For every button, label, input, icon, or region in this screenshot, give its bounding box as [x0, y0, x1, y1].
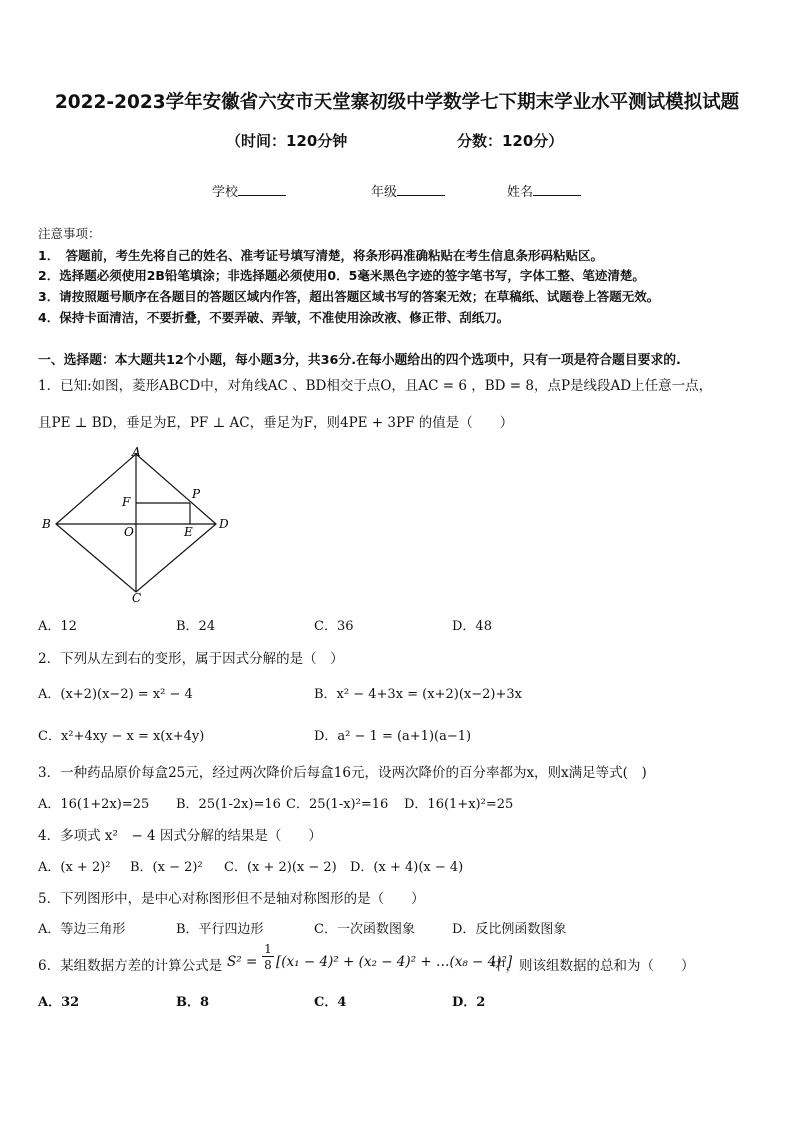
school-label: 学校: [212, 185, 239, 200]
rhombus-figure: [38, 444, 238, 604]
q2-option-c[interactable]: C．x²+4xy − x = x(x+4y): [38, 729, 205, 744]
q4-stem: 4．多项式 x² − 4 因式分解的结果是（ ）: [38, 828, 322, 844]
page-title: 2022-2023学年安徽省六安市天堂寨初级中学数学七下期末学业水平测试模拟试题: [54, 92, 740, 113]
label-e: E: [184, 525, 193, 539]
name-blank[interactable]: [533, 183, 581, 196]
q3-stem: 3．一种药品原价每盒25元，经过两次降价后每盒16元，设两次降价的百分率都为x，则x满足等式( ): [38, 765, 647, 781]
q3-option-b[interactable]: B．25(1-2x)=16: [176, 797, 281, 812]
q4-option-d[interactable]: D．(x + 4)(x − 4): [350, 860, 464, 875]
note-item-4: 4．保持卡面清洁，不要折叠，不要弄破、弄皱，不准使用涂改液、修正带、刮纸刀。: [38, 310, 510, 325]
q6-stem-after: 中，则该组数据的总和为（ ）: [492, 958, 695, 974]
q6-fraction: [262, 942, 274, 973]
grade-blank[interactable]: [397, 183, 445, 196]
q3-option-a[interactable]: A．16(1+2x)=25: [38, 797, 150, 812]
q5-option-c[interactable]: C．一次函数图象: [314, 922, 415, 937]
label-o: O: [124, 525, 134, 539]
q6-option-a[interactable]: A．32: [38, 995, 80, 1010]
note-item-1: 1． 答题前，考生先将自己的姓名、准考证号填写清楚，将条形码准确粘贴在考生信息条形码粘贴区。: [38, 248, 603, 263]
q6-frac-den: 8: [264, 958, 272, 972]
q6-frac-num: 1: [262, 942, 274, 957]
section-heading: 一、选择题：本大题共12个小题，每小题3分，共36分.在每小题给出的四个选项中，只有一项是符合题目要求的.: [38, 353, 681, 368]
q5-option-a[interactable]: A．等边三角形: [38, 922, 126, 937]
q6-option-d[interactable]: D．2: [452, 995, 486, 1010]
label-p: P: [192, 487, 201, 501]
note-item-2: 2．选择题必须使用2B铅笔填涂；非选择题必须使用0．5毫米黑色字迹的签字笔书写，字体工整、笔迹清楚。: [38, 268, 645, 283]
school-blank[interactable]: [238, 183, 286, 196]
q1-line1: 1．已知:如图，菱形ABCD中，对角线AC 、BD相交于点O，且AC = 6 ，BD = 8，点P是线段AD上任意一点，: [38, 378, 713, 394]
school-field: [212, 181, 286, 200]
q1-option-d[interactable]: D．48: [452, 619, 492, 634]
q6-option-c[interactable]: C．4: [314, 995, 347, 1010]
q2-stem: 2．下列从左到右的变形，属于因式分解的是（ ）: [38, 651, 344, 667]
q4-option-a[interactable]: A．(x + 2)²: [38, 860, 111, 875]
time-label: （时间：120分钟: [226, 132, 348, 150]
grade-field: [371, 181, 445, 200]
q5-option-d[interactable]: D．反比例函数图象: [452, 922, 567, 937]
q4-option-c[interactable]: C．(x + 2)(x − 2): [224, 860, 337, 875]
label-d: D: [219, 517, 229, 531]
notes-heading: 注意事项：: [38, 226, 101, 241]
q2-option-d[interactable]: D．a² − 1 = (a+1)(a−1): [314, 729, 472, 744]
q6-formula-lhs: S² =: [227, 954, 258, 970]
q1-option-a[interactable]: A．12: [38, 619, 77, 634]
q1-option-b[interactable]: B．24: [176, 619, 216, 634]
label-a: A: [132, 445, 141, 459]
label-f: F: [122, 495, 131, 509]
q1-line2: 且PE ⊥ BD，垂足为E，PF ⊥ AC，垂足为F，则4PE + 3PF 的值是（ ）: [38, 415, 514, 431]
label-b: B: [42, 517, 51, 531]
name-label: 姓名: [507, 185, 534, 200]
q2-option-b[interactable]: B．x² − 4+3x = (x+2)(x−2)+3x: [314, 687, 522, 702]
q6-formula-body: [(x₁ − 4)² + (x₂ − 4)² + …(x₈ − 4)²]: [276, 954, 513, 970]
q3-option-c[interactable]: C．25(1-x)²=16: [286, 797, 389, 812]
name-field: [507, 181, 581, 200]
score-label: 分数：120分）: [457, 132, 564, 150]
q1-option-c[interactable]: C．36: [314, 619, 354, 634]
note-item-3: 3．请按照题号顺序在各题目的答题区域内作答，超出答题区域书写的答案无效；在草稿纸、试题卷上答题无效。: [38, 289, 660, 304]
q2-option-a[interactable]: A．(x+2)(x−2) = x² − 4: [38, 687, 193, 702]
q5-option-b[interactable]: B．平行四边形: [176, 922, 264, 937]
q6-stem-before: 6．某组数据方差的计算公式是: [38, 958, 223, 974]
q3-option-d[interactable]: D．16(1+x)²=25: [404, 797, 514, 812]
q5-stem: 5．下列图形中，是中心对称图形但不是轴对称图形的是（ ）: [38, 891, 425, 907]
q4-option-b[interactable]: B．(x − 2)²: [130, 860, 203, 875]
label-c: C: [132, 591, 142, 604]
grade-label: 年级: [371, 185, 398, 200]
q6-option-b[interactable]: B．8: [176, 995, 210, 1010]
